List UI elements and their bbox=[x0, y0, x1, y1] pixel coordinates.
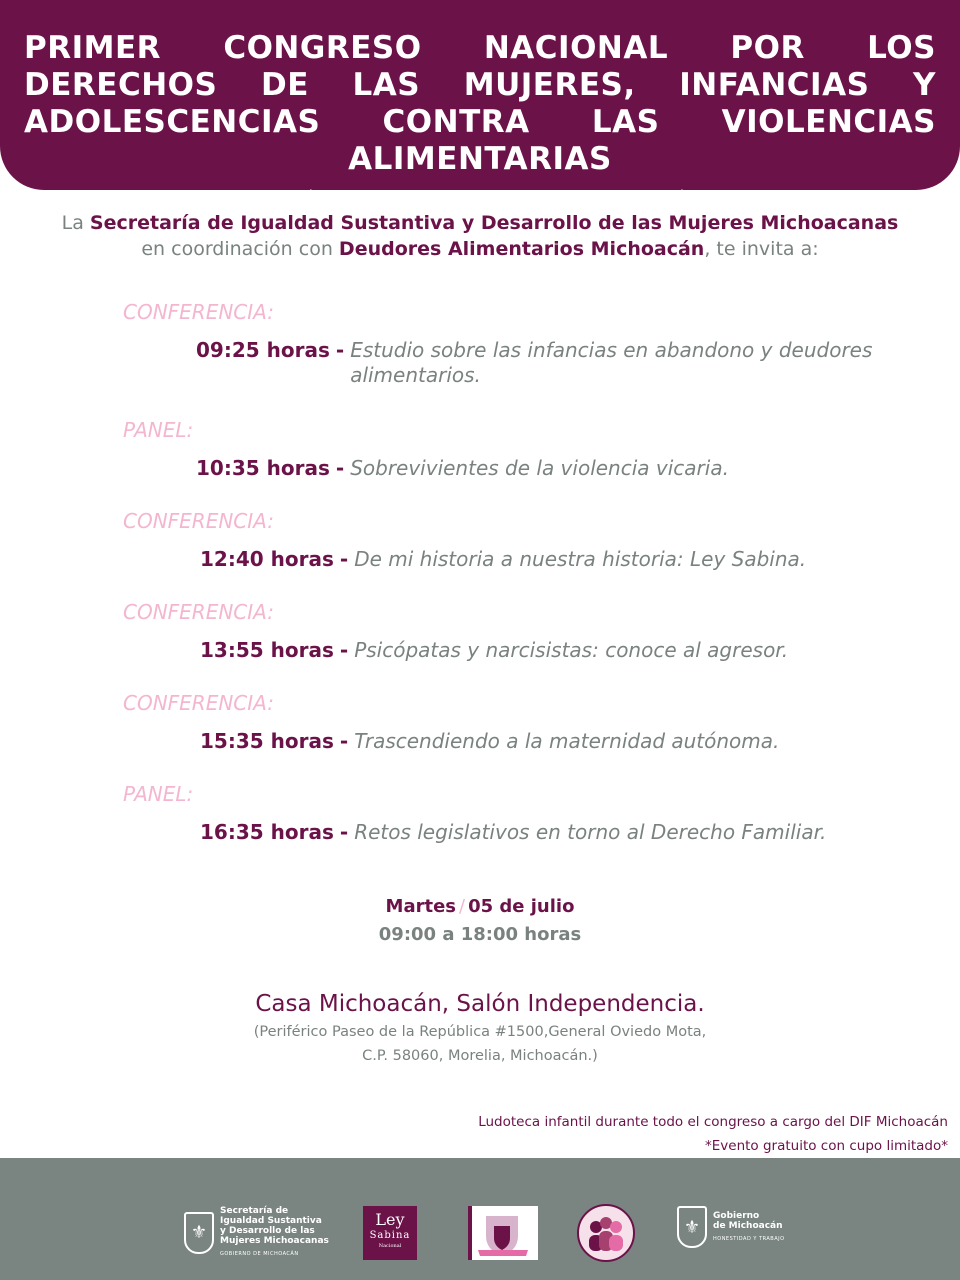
event-time: 10:35 horas bbox=[196, 456, 330, 480]
venue-address-line: (Periférico Paseo de la República #1500,General Oviedo Mota, bbox=[253, 1024, 707, 1040]
logo-text-line: Gobierno bbox=[713, 1210, 760, 1221]
deudores-alimentarios-logo bbox=[468, 1206, 538, 1260]
women-group-icon bbox=[577, 1204, 635, 1262]
event-subtitle: RUMBO A LA VISIBILIZACIÓN DE LAS VIOLENCIAS ALIMENTARIAS Y LA AUTONOMÍA EN LA MATERNIDAD bbox=[128, 190, 832, 206]
event-hours: 09:00 a 18:00 horas bbox=[378, 924, 582, 945]
header-banner bbox=[0, 0, 960, 206]
event-description: Trascendiendo a la maternidad autónoma. bbox=[354, 729, 780, 753]
note-item: Ludoteca infantil durante todo el congreso a cargo del DIF Michoacán bbox=[478, 1114, 948, 1130]
event-time: 09:25 horas bbox=[196, 338, 330, 362]
event-day: Martes bbox=[385, 896, 456, 917]
event-dash: - bbox=[335, 456, 345, 480]
event-description: De mi historia a nuestra historia: Ley Sabina. bbox=[354, 547, 807, 571]
sponsor-footer bbox=[0, 1158, 960, 1280]
organizer-name: Secretaría de Igualdad Sustantiva y Desarrollo de las Mujeres Michoacanas bbox=[89, 212, 899, 234]
event-time: 12:40 horas bbox=[200, 547, 334, 571]
event-time: 15:35 horas bbox=[200, 729, 334, 753]
event-description: Psicópatas y narcisistas: conoce al agresor. bbox=[354, 638, 789, 662]
venue-block bbox=[0, 988, 960, 1068]
ley-sabina-logo bbox=[363, 1206, 417, 1260]
intro-text bbox=[0, 210, 960, 262]
ley-logo-line: Ley bbox=[375, 1210, 405, 1229]
logo-text-line: Igualdad Sustantiva bbox=[220, 1216, 322, 1226]
logo-text-line: de Michoacán bbox=[713, 1220, 783, 1231]
event-type: PANEL: bbox=[123, 418, 194, 442]
event-dash: - bbox=[339, 547, 349, 571]
note-item: *Evento gratuito con cupo limitado* bbox=[705, 1138, 948, 1154]
coat-of-arms-icon: ⚜ bbox=[184, 1212, 214, 1254]
event-description: Estudio sobre las infancias en abandono y deudores alimentarios. bbox=[350, 338, 873, 387]
intro-suffix: , te invita a: bbox=[704, 238, 819, 260]
shield-emblem-icon bbox=[468, 1206, 538, 1260]
secretaria-logo bbox=[184, 1206, 329, 1259]
logo-text-line: Mujeres Michoacanas bbox=[220, 1236, 329, 1246]
event-type: CONFERENCIA: bbox=[123, 600, 274, 624]
logo-subtext: GOBIERNO DE MICHOACÁN bbox=[220, 1251, 299, 1257]
event-title: PRIMER CONGRESO NACIONAL POR LOS DERECHOS DE LAS MUJERES, INFANCIAS Y ADOLESCENCIAS CONTRA LAS VIOLENCIAS ALIMENTARIAS bbox=[24, 30, 936, 177]
event-dash: - bbox=[339, 820, 349, 844]
gobierno-michoacan-logo bbox=[677, 1206, 785, 1248]
event-date bbox=[0, 893, 960, 949]
event-day-date: 05 de julio bbox=[468, 896, 575, 917]
logo-text-line: y Desarrollo de las bbox=[220, 1226, 315, 1236]
event-type: PANEL: bbox=[123, 782, 194, 806]
venue-name: Casa Michoacán, Salón Independencia. bbox=[255, 991, 705, 1017]
event-dash: - bbox=[339, 729, 349, 753]
event-type: CONFERENCIA: bbox=[123, 509, 274, 533]
logo-subtext: HONESTIDAD Y TRABAJO bbox=[713, 1235, 785, 1242]
venue-address-line: C.P. 58060, Morelia, Michoacán.) bbox=[362, 1048, 598, 1064]
event-type: CONFERENCIA: bbox=[123, 691, 274, 715]
ley-logo-line: Sabina bbox=[369, 1230, 411, 1241]
coat-of-arms-icon: ⚜ bbox=[677, 1206, 707, 1248]
event-dash: - bbox=[335, 338, 345, 362]
event-type: CONFERENCIA: bbox=[123, 300, 274, 324]
ley-logo-line: Nacional bbox=[378, 1243, 402, 1249]
logo-text-line: Secretaría de bbox=[220, 1206, 289, 1216]
date-separator: / bbox=[459, 896, 466, 917]
event-description: Retos legislativos en torno al Derecho Familiar. bbox=[354, 820, 827, 844]
women-collective-logo bbox=[577, 1204, 635, 1262]
intro-middle: en coordinación con bbox=[141, 238, 339, 260]
event-dash: - bbox=[339, 638, 349, 662]
intro-prefix: La bbox=[61, 212, 90, 234]
event-description: Sobrevivientes de la violencia vicaria. bbox=[350, 456, 729, 480]
event-time: 16:35 horas bbox=[200, 820, 334, 844]
event-time: 13:55 horas bbox=[200, 638, 334, 662]
coorganizer-name: Deudores Alimentarios Michoacán bbox=[338, 238, 705, 260]
